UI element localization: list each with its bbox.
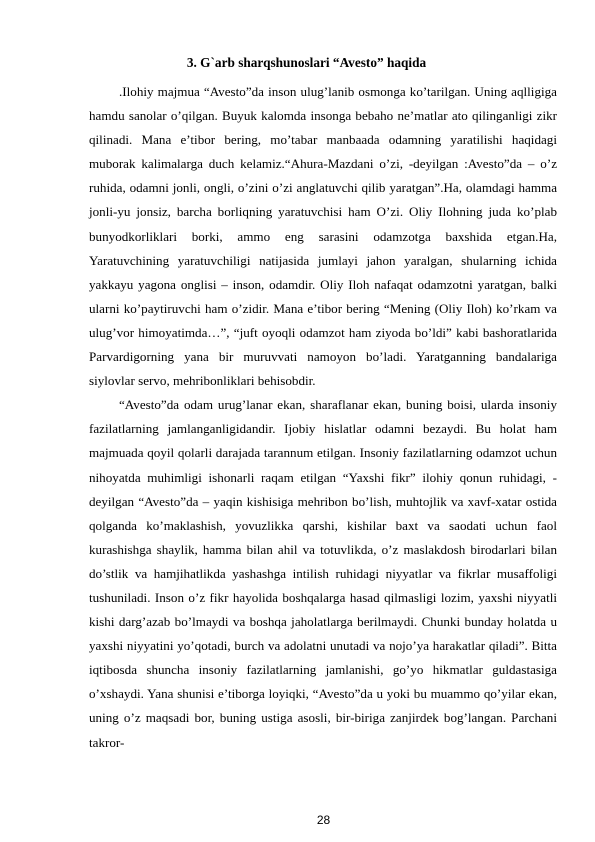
paragraph-2: “Avesto”da odam urug’lanar ekan, sharaflanar ekan, buning boisi, ularda insoniy fazilatlarning jamlanganligidandir. Ijobiy hislatlar odamni bezaydi. Bu holat ham majmuada qoyil qolarli darajada tarannum etilgan. Insoniy fazilatlarning odamzot uchun nihoyatda muhimligi ishonarli raqam etilgan “Yaxshi fikr” ilohiy qonun ruhidagi, -deyilgan “Avesto”da – yaqin kishisiga mehribon bo’lish, muhtojlik va xavf-xatar ostida qolganda ko’maklashish, yovuzlikka qarshi, kishilar baxt va saodati uchun faol kurashishga shaylik, hamma bilan ahil va totuvlikda, o’z maslakdosh birodarlari bilan do’stlik va hamjihatlikda yashashga intilish ruhidagi niyyatlar va fikrlar musaffoligi tushuniladi. Inson o’z fikr hayolida boshqalarga hasad qilmasligi lozim, yaxshi niyyatli kishi darg’azab bo’lmaydi va boshqa jaholatlarga berilmaydi. Chunki bunday holatda u yaxshi niyyatini yo’qotadi, burch va adolatni unutadi va nojo’ya harakatlar qiladi”. Bitta iqtibosda shuncha insoniy fazilatlarning jamlanishi, go’yo hikmatlar guldastasiga o’xshaydi. Yana shunisi e’tiborga loyiqki, “Avesto”da u yoki bu muammo qo’yilar ekan, uning o’z maqsadi bor, buning ustiga asosli, bir-biriga zanjirdek bog’langan. Parchani takror- — [89, 397, 557, 750]
page-number: 28 — [316, 813, 331, 827]
section-title: 3. G`arb sharqshunoslari “Avesto” haqida — [186, 55, 427, 70]
document-body — [89, 80, 557, 755]
paragraph-1: .Ilohiy majmua “Avesto”da inson ulug’lanib osmonga ko’tarilgan. Uning aqlligiga hamdu sanolar o’qilgan. Buyuk kalomda insonga bebaho ne’matlar ato qilinganligi zikr qilinadi. Mana e’tibor bering, mo’tabar manbaada odamning yaratilishi haqidagi muborak kalimalarga duch kelamiz.“Ahura-Mazdani o’zi, -deyilgan :Avesto”da – o’z ruhida, odamni jonli, ongli, o’zini o’zi anglatuvchi qilib yaratgan”.Ha, olamdagi hamma jonli-yu jonsiz, barcha borliqning yaratuvchisi ham O’zi. Oliy Ilohning juda ko’plab bunyodkorliklari borki, ammo eng sarasini odamzotga baxshida etgan.Ha, Yaratuvchining yaratuvchiligi natijasida jumlayi jahon yaralgan, shularning ichida yakkayu yagona onglisi – inson, odamdir. Oliy Iloh nafaqat odamzotni yaratgan, balki ularni ko’paytiruvchi ham o’zidir. Mana e’tibor bering “Mening (Oliy Iloh) ko’rkam va ulug’vor himoyatimda…”, “juft oyoqli odamzot ham ziyoda bo’ldi” kabi bashoratlarida Parvardigorning yana bir muruvvati namoyon bo’ladi. Yaratganning bandalariga siylovlar servo, mehribonliklari behisobdir. — [89, 84, 557, 389]
